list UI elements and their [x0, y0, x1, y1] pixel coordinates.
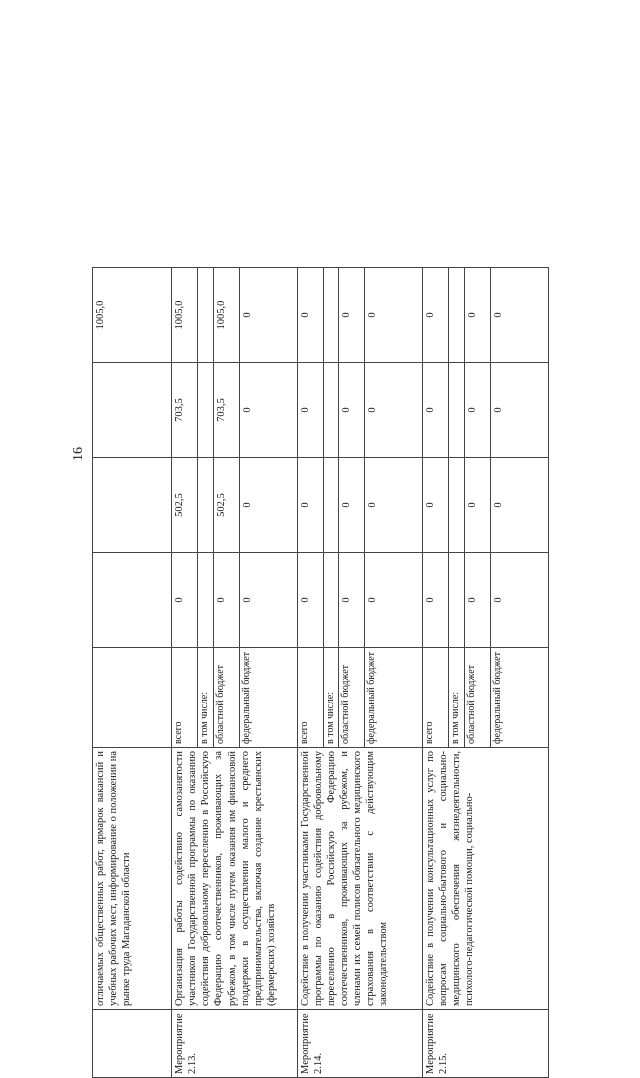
amount-cell: 0	[172, 553, 198, 648]
amount-cell: 0	[339, 363, 365, 458]
amount-cell: 0	[365, 363, 423, 458]
value-cell	[93, 553, 172, 648]
amount-cell: 0	[490, 363, 548, 458]
amount-cell	[449, 268, 465, 363]
amount-cell: 0	[239, 363, 297, 458]
amount-cell	[198, 553, 214, 648]
funding-source: в том числе:	[323, 648, 339, 748]
funding-source: областной бюджет	[213, 648, 239, 748]
budget-table	[92, 267, 549, 1078]
table-row	[172, 268, 198, 1078]
amount-cell	[323, 363, 339, 458]
funding-source: в том числе:	[449, 648, 465, 748]
amount-cell: 703,5	[172, 363, 198, 458]
amount-cell	[198, 458, 214, 553]
amount-cell: 0	[423, 363, 449, 458]
measure-id: Мероприятие 2.13.	[172, 1010, 298, 1078]
amount-cell: 0	[339, 553, 365, 648]
value-cell	[93, 363, 172, 458]
measure-description: Организация работы содействию самозанятости участников Государственной программы по оказанию содействия добровольному переселению в Российскую Федерацию соотечественников, проживающих за рубежом, в том числе путем оказания им финансовой поддержки в осуществлении малого и среднего предпринимательства, включая создание крестьянских (фермерских) хозяйств	[172, 748, 298, 1010]
amount-cell	[323, 268, 339, 363]
id-cell	[93, 1010, 172, 1078]
measure-id: Мероприятие 2.14.	[297, 1010, 423, 1078]
value-cell: 1005,0	[93, 268, 172, 363]
amount-cell: 0	[490, 458, 548, 553]
amount-cell: 0	[339, 268, 365, 363]
amount-cell: 0	[239, 268, 297, 363]
measure-description: Содействие в получении консультационных услуг по вопросам социально-бытового и социально-медицинского обеспечения жизнедеятельности, психолого-педагогической помощи, социально-	[423, 748, 549, 1010]
amount-cell: 1005,0	[172, 268, 198, 363]
amount-cell	[449, 363, 465, 458]
amount-cell: 0	[297, 553, 323, 648]
amount-cell: 0	[213, 553, 239, 648]
amount-cell	[323, 553, 339, 648]
amount-cell: 703,5	[213, 363, 239, 458]
amount-cell: 0	[239, 553, 297, 648]
amount-cell: 0	[239, 458, 297, 553]
measure-description: Содействие в получении участниками Государственной программы по оказанию содействия добровольному переселению в Российскую Федерацию соотечественников, проживающих за рубежом, и членами их семей полисов обязательного медицинского страхования в соответствии с действующим законодательством	[297, 748, 423, 1010]
amount-cell: 1005,0	[213, 268, 239, 363]
amount-cell: 0	[423, 553, 449, 648]
amount-cell: 0	[339, 458, 365, 553]
amount-cell: 0	[464, 363, 490, 458]
amount-cell: 0	[365, 458, 423, 553]
amount-cell: 0	[423, 458, 449, 553]
measure-id: Мероприятие 2.15.	[423, 1010, 549, 1078]
amount-cell	[449, 458, 465, 553]
amount-cell: 0	[297, 458, 323, 553]
amount-cell: 0	[365, 268, 423, 363]
table-row	[423, 268, 449, 1078]
amount-cell: 0	[464, 553, 490, 648]
amount-cell: 0	[297, 363, 323, 458]
table-row	[297, 268, 323, 1078]
description-cell: отличаемых общественных работ, ярмарок вакансий и учебных рабочих мест, информирование о положении на рынке труда Магаданской области	[93, 748, 172, 1010]
funding-source: федеральный бюджет	[239, 648, 297, 748]
amount-cell	[323, 458, 339, 553]
value-cell	[93, 458, 172, 553]
amount-cell	[198, 268, 214, 363]
amount-cell: 0	[423, 268, 449, 363]
amount-cell	[198, 363, 214, 458]
table-row	[93, 268, 172, 1078]
funding-source: областной бюджет	[339, 648, 365, 748]
amount-cell: 0	[490, 553, 548, 648]
funding-source: всего	[172, 648, 198, 748]
source-cell	[93, 648, 172, 748]
funding-source: федеральный бюджет	[365, 648, 423, 748]
amount-cell	[449, 553, 465, 648]
amount-cell: 0	[490, 268, 548, 363]
amount-cell: 502,5	[172, 458, 198, 553]
funding-source: областной бюджет	[464, 648, 490, 748]
amount-cell: 502,5	[213, 458, 239, 553]
rotated-table-frame	[92, 268, 602, 1078]
funding-source: всего	[297, 648, 323, 748]
amount-cell: 0	[464, 268, 490, 363]
amount-cell: 0	[365, 553, 423, 648]
amount-cell: 0	[464, 458, 490, 553]
funding-source: всего	[423, 648, 449, 748]
amount-cell: 0	[297, 268, 323, 363]
funding-source: федеральный бюджет	[490, 648, 548, 748]
funding-source: в том числе:	[198, 648, 214, 748]
page-number: 16	[71, 447, 86, 461]
